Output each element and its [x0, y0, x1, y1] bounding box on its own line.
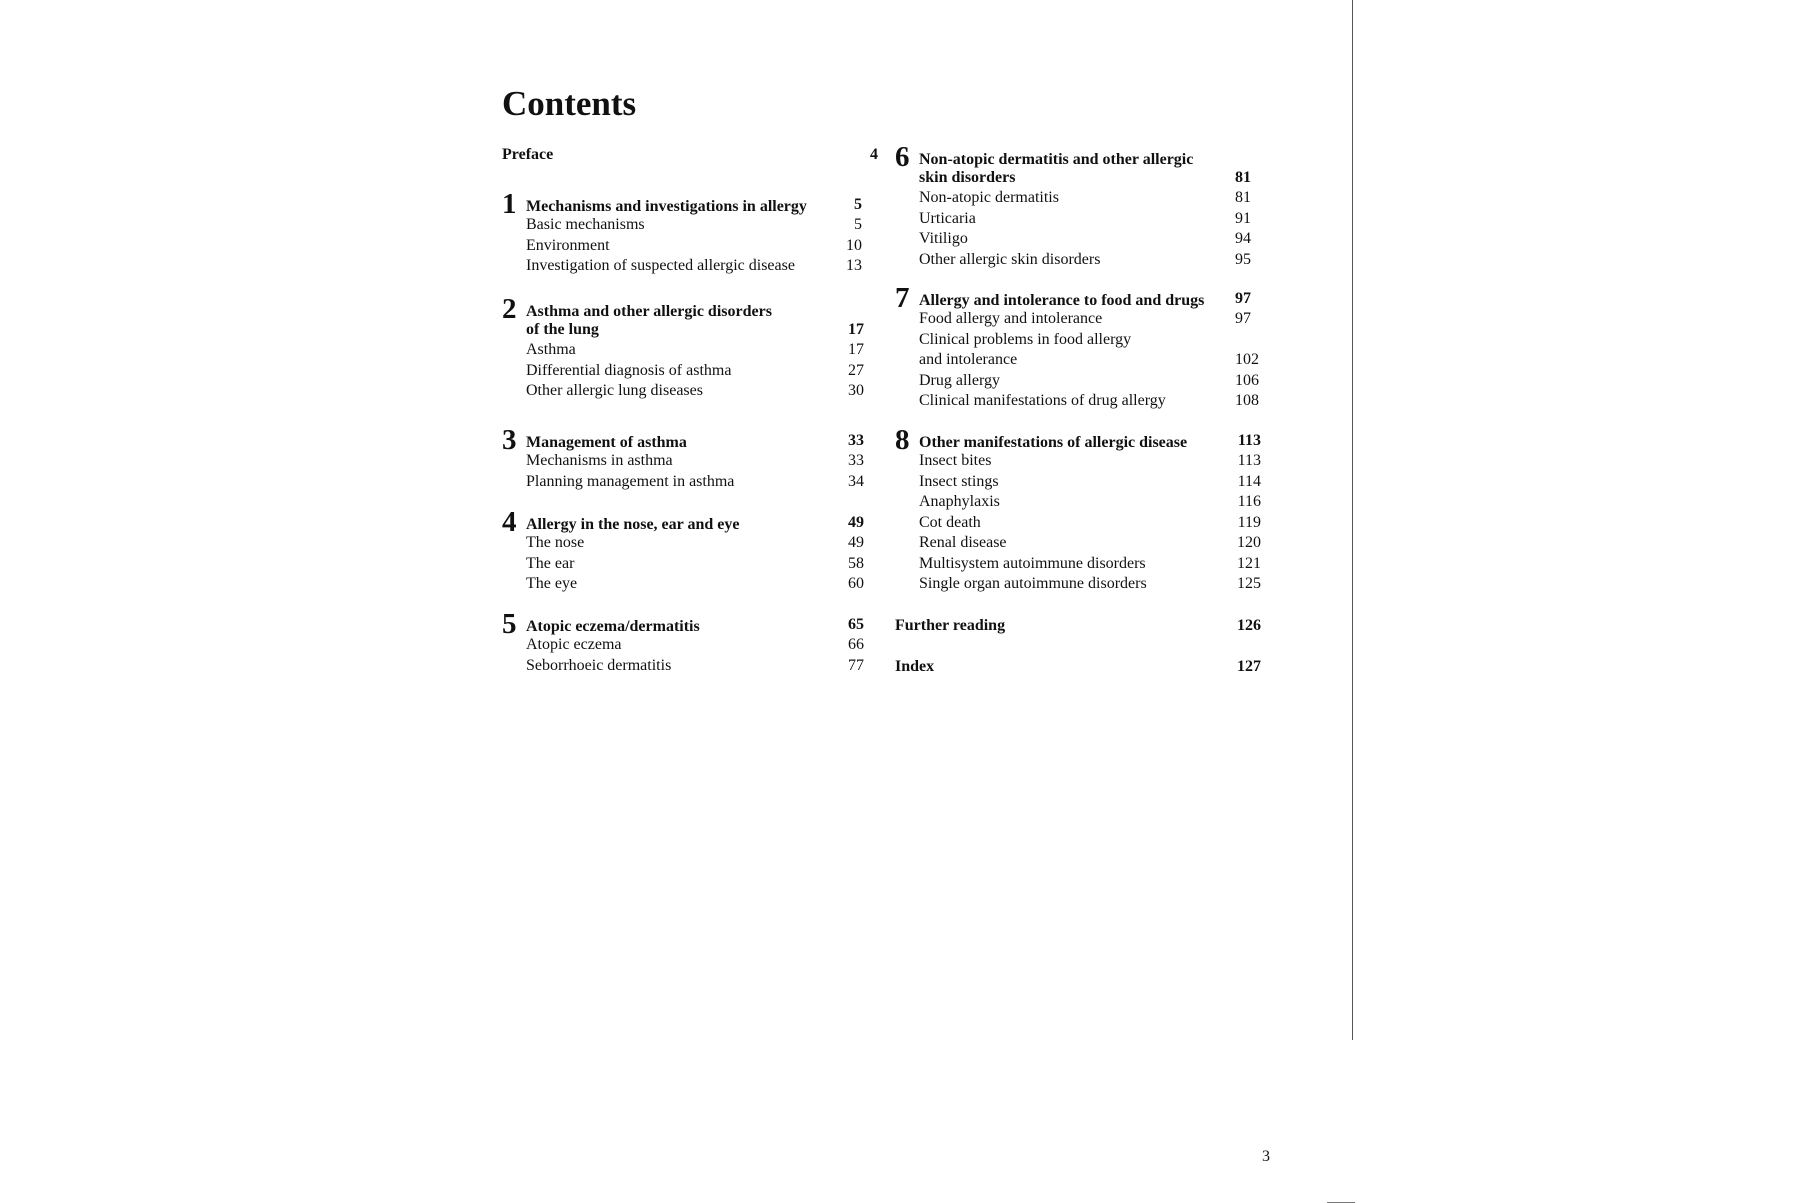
- entry-page: 66: [848, 636, 864, 653]
- toc-entry[interactable]: [502, 534, 864, 555]
- entry-label: The eye: [526, 575, 578, 592]
- entry-label: Planning management in asthma: [526, 472, 735, 490]
- toc-entry[interactable]: [502, 216, 862, 237]
- chapter-title: Management of asthma: [526, 434, 687, 451]
- entry-page: 97: [1235, 310, 1251, 327]
- toc-entry[interactable]: [502, 657, 864, 678]
- entry-page: 49: [848, 534, 864, 551]
- chapter-title-line-2: skin disorders: [919, 169, 1016, 186]
- toc-chapter-5: [502, 608, 864, 677]
- toc-further-reading[interactable]: [895, 617, 1261, 638]
- entry-label: Single organ autoimmune disorders: [919, 575, 1147, 592]
- toc-index[interactable]: [895, 658, 1261, 679]
- chapter-page: 65: [848, 616, 864, 633]
- entry-page: 108: [1235, 392, 1259, 409]
- toc-entry[interactable]: [895, 351, 1259, 372]
- chapter-heading[interactable]: [502, 293, 864, 325]
- chapter-heading[interactable]: [895, 141, 1251, 173]
- entry-page: 95: [1235, 250, 1251, 268]
- toc-entry[interactable]: [895, 452, 1261, 473]
- entry-label: Urticaria: [919, 209, 976, 227]
- entry-label: Insect bites: [919, 452, 992, 469]
- toc-entry[interactable]: [502, 636, 864, 657]
- entry-label: The ear: [526, 554, 575, 572]
- toc-preface[interactable]: [502, 146, 878, 167]
- entry-label: Mechanisms in asthma: [526, 452, 673, 469]
- entry-label: Drug allergy: [919, 371, 1001, 389]
- entry-label: Vitiligo: [919, 230, 968, 247]
- entry-label: Food allergy and intolerance: [919, 310, 1103, 327]
- chapter-number: 8: [895, 424, 910, 456]
- preface-label: Preface: [502, 146, 554, 163]
- entry-label: Renal disease: [919, 534, 1007, 551]
- toc-chapter-3: [502, 424, 864, 493]
- toc-entry[interactable]: [895, 210, 1251, 231]
- chapter-title: Allergy and intolerance to food and drugs: [919, 292, 1205, 309]
- toc-entry[interactable]: [502, 452, 864, 473]
- chapter-heading[interactable]: [502, 506, 864, 538]
- page-edge-line: [1352, 0, 1353, 1040]
- entry-page: 27: [848, 361, 864, 379]
- chapter-heading-continued[interactable]: [502, 321, 864, 341]
- toc-entry[interactable]: [502, 257, 862, 278]
- entry-page: 106: [1235, 371, 1259, 389]
- chapter-title: Allergy in the nose, ear and eye: [526, 516, 740, 533]
- entry-page: 77: [848, 656, 864, 674]
- preface-page: 4: [870, 146, 878, 163]
- entry-label: Differential diagnosis of asthma: [526, 361, 732, 379]
- chapter-heading[interactable]: [502, 424, 864, 456]
- entry-page: 114: [1237, 472, 1261, 490]
- chapter-heading[interactable]: [502, 188, 862, 220]
- toc-entry[interactable]: [502, 382, 864, 403]
- chapter-title: Atopic eczema/dermatitis: [526, 618, 700, 635]
- chapter-heading[interactable]: [895, 424, 1261, 456]
- toc-chapter-6: [895, 141, 1251, 271]
- toc-chapter-7: [895, 282, 1259, 413]
- entry-label: Multisystem autoimmune disorders: [919, 554, 1146, 572]
- entry-label: Other allergic lung diseases: [526, 382, 703, 399]
- chapter-page: 33: [848, 432, 864, 449]
- entry-label: Other allergic skin disorders: [919, 250, 1101, 268]
- entry-page: 10: [846, 236, 862, 254]
- entry-label: Non-atopic dermatitis: [919, 189, 1059, 206]
- entry-label: Asthma: [526, 341, 576, 358]
- index-page: 127: [1237, 658, 1261, 675]
- toc-entry[interactable]: [502, 575, 864, 596]
- entry-page: 113: [1237, 452, 1261, 469]
- toc-entry[interactable]: [502, 473, 864, 494]
- toc-chapter-2: [502, 293, 864, 403]
- entry-page: 102: [1235, 351, 1259, 368]
- toc-entry[interactable]: [895, 555, 1261, 576]
- index-label: Index: [895, 658, 935, 675]
- toc-entry[interactable]: [895, 189, 1251, 210]
- toc-entry[interactable]: [502, 236, 862, 258]
- entry-label: Insect stings: [919, 472, 999, 490]
- chapter-title-line-2: of the lung: [526, 321, 599, 338]
- entry-page: 94: [1235, 230, 1251, 247]
- toc-entry[interactable]: [895, 392, 1259, 413]
- entry-page: 5: [854, 216, 862, 233]
- chapter-page: 113: [1237, 432, 1261, 449]
- entry-page: 91: [1235, 209, 1251, 227]
- chapter-page: 5: [854, 196, 862, 213]
- chapter-title: Asthma and other allergic disorders: [526, 303, 772, 320]
- chapter-number: 2: [502, 293, 517, 325]
- entry-label: Investigation of suspected allergic disease: [526, 257, 795, 274]
- entry-page: 30: [848, 382, 864, 399]
- entry-page: 121: [1237, 554, 1261, 572]
- chapter-number: 1: [502, 188, 517, 220]
- toc-entry[interactable]: [895, 310, 1251, 331]
- entry-label: Atopic eczema: [526, 636, 622, 653]
- toc-chapter-1: [502, 188, 862, 278]
- entry-page: 116: [1237, 493, 1261, 510]
- entry-page: 34: [848, 472, 864, 490]
- entry-label: Clinical manifestations of drug allergy: [919, 392, 1166, 409]
- chapter-number: 5: [502, 608, 517, 640]
- entry-label: The nose: [526, 534, 585, 551]
- toc-entry[interactable]: [502, 341, 864, 362]
- toc-entry[interactable]: [895, 371, 1259, 393]
- chapter-number: 4: [502, 506, 517, 538]
- toc-entry[interactable]: [895, 473, 1261, 494]
- toc-entry[interactable]: [895, 575, 1261, 596]
- entry-page: 13: [846, 257, 862, 274]
- toc-entry[interactable]: [895, 493, 1261, 514]
- toc-entry[interactable]: [895, 514, 1261, 535]
- entry-label: Seborrhoeic dermatitis: [526, 656, 672, 674]
- chapter-number: 3: [502, 424, 517, 456]
- entry-label: Environment: [526, 236, 610, 254]
- toc-chapter-4: [502, 506, 864, 596]
- entry-page: 120: [1237, 534, 1261, 551]
- entry-page: 17: [848, 341, 864, 358]
- toc-entry[interactable]: [502, 555, 864, 576]
- chapter-page: 49: [848, 514, 864, 531]
- toc-entry[interactable]: [895, 230, 1251, 251]
- entry-label: Clinical problems in food allergy: [919, 330, 1132, 348]
- entry-page: 125: [1237, 575, 1261, 592]
- toc-entry[interactable]: [895, 534, 1261, 555]
- entry-label: Cot death: [919, 513, 981, 531]
- toc-entry[interactable]: [895, 331, 1251, 352]
- chapter-heading[interactable]: [502, 608, 864, 640]
- chapter-title: Mechanisms and investigations in allergy: [526, 198, 807, 215]
- entry-page: 81: [1235, 189, 1251, 206]
- entry-page: 33: [848, 452, 864, 469]
- chapter-number: 6: [895, 141, 910, 173]
- chapter-page: 97: [1235, 290, 1251, 307]
- entry-page: 119: [1237, 513, 1261, 531]
- chapter-heading-continued[interactable]: [895, 169, 1251, 189]
- entry-page: 60: [848, 575, 864, 592]
- chapter-number: 7: [895, 282, 910, 314]
- further-reading-page: 126: [1237, 617, 1261, 634]
- toc-entry[interactable]: [502, 362, 864, 383]
- chapter-title: Other manifestations of allergic disease: [919, 434, 1188, 451]
- entry-label: Basic mechanisms: [526, 216, 645, 233]
- entry-label: Anaphylaxis: [919, 493, 1000, 510]
- entry-label: and intolerance: [919, 351, 1018, 368]
- further-reading-label: Further reading: [895, 617, 1006, 634]
- page-title: Contents: [502, 84, 637, 123]
- chapter-heading[interactable]: [895, 282, 1251, 314]
- page-number: 3: [1262, 1148, 1270, 1165]
- chapter-page: 17: [848, 321, 864, 338]
- chapter-title: Non-atopic dermatitis and other allergic: [919, 151, 1194, 168]
- entry-page: 58: [848, 554, 864, 572]
- toc-entry[interactable]: [895, 251, 1251, 272]
- toc-chapter-8: [895, 424, 1261, 596]
- chapter-page: 81: [1235, 169, 1251, 186]
